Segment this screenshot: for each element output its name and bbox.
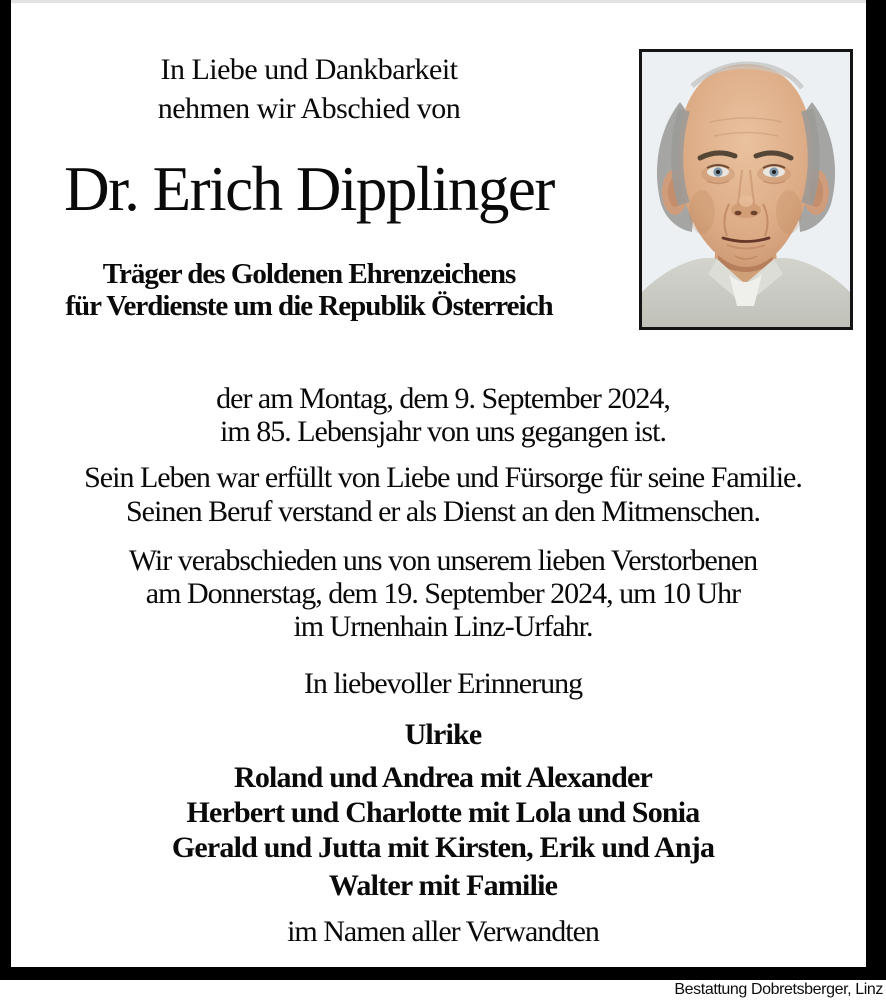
- funeral-home-credit: Bestattung Dobretsberger, Linz: [674, 981, 883, 998]
- farewell-line-2: am Donnerstag, dem 19. September 2024, um 10 Uhr: [145, 577, 741, 610]
- remembrance-line: In liebevoller Erinnerung: [303, 667, 583, 700]
- portrait-photo: [639, 49, 853, 330]
- mourner-line: Roland und Andrea mit Alexander: [233, 761, 653, 794]
- frame-left-bar: [0, 0, 11, 980]
- intro-lines: [20, 50, 598, 128]
- intro-line-1: In Liebe und Dankbarkeit: [160, 53, 458, 86]
- death-line-1: der am Montag, dem 9. September 2024,: [216, 382, 670, 415]
- closing-line: im Namen aller Verwandten: [287, 915, 599, 948]
- mourner-line: Herbert und Charlotte mit Lola und Sonia: [186, 796, 700, 829]
- frame-bottom-bar: [0, 967, 886, 980]
- frame-top-edge: [11, 0, 866, 3]
- death-paragraph: [24, 382, 862, 448]
- honors-lines: [20, 258, 598, 322]
- intro-line-2: nehmen wir Abschied von: [157, 92, 461, 125]
- tribute-line-1: Sein Leben war erfüllt von Liebe und Fürsorge für seine Familie.: [84, 461, 802, 494]
- tribute-paragraph: [24, 461, 862, 529]
- mourners-group: [24, 760, 862, 865]
- honor-line-2: für Verdienste um die Republik Österreich: [65, 290, 553, 322]
- frame-right-bar: [866, 0, 886, 980]
- portrait-illustration: [642, 52, 850, 327]
- mourner-walter: Walter mit Familie: [328, 869, 558, 902]
- farewell-line-1: Wir verabschieden uns von unserem lieben Verstorbenen: [128, 544, 758, 577]
- tribute-line-2: Seinen Beruf verstand er als Dienst an den Mitmenschen.: [126, 495, 760, 528]
- deceased-name: Dr. Erich Dipplinger: [64, 154, 554, 224]
- farewell-paragraph: [24, 544, 862, 643]
- mourner-line: Gerald und Jutta mit Kirsten, Erik und Anja: [171, 831, 715, 864]
- honor-line-1: Träger des Goldenen Ehrenzeichens: [102, 258, 516, 290]
- farewell-line-3: im Urnenhain Linz-Urfahr.: [293, 610, 593, 643]
- death-line-2: im 85. Lebensjahr von uns gegangen ist.: [220, 415, 666, 448]
- mourner-ulrike: Ulrike: [404, 718, 482, 751]
